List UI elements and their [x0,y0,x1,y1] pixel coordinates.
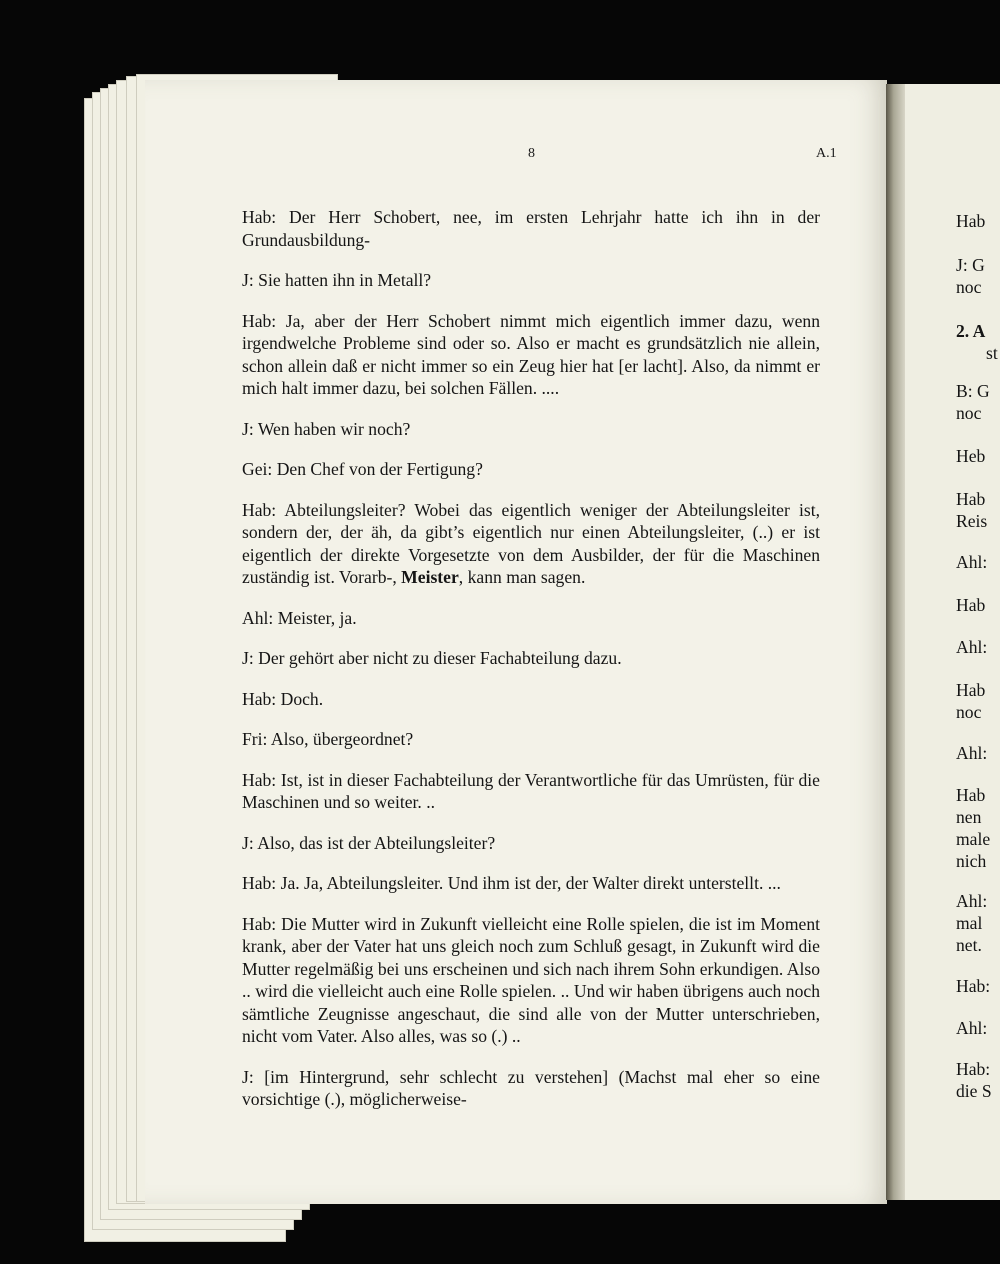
speaker-label: Hab: [242,499,277,520]
speaker-label: Hab: [242,913,277,934]
utterance: Wen haben wir noch? [257,418,411,439]
right-page-fragment: Hab [956,680,986,700]
speaker-label: J: [242,1066,254,1087]
transcript-paragraph [242,499,820,589]
right-page-fragment: net. [956,935,982,955]
right-page-fragment: Ahl: [956,891,988,911]
speaker-label: Gei: [242,459,273,479]
right-page-fragment: nich [956,851,987,871]
speaker-label: J: [242,648,254,668]
right-page-fragment: Hab [956,211,986,231]
transcript-paragraph [242,607,820,630]
speaker-label: Ahl: [242,607,274,628]
speaker-label: Hab: [242,207,277,227]
right-page-fragment: noc [956,277,982,297]
utterance: Doch. [280,688,324,709]
utterance: [im Hintergrund, sehr schlecht zu verstehen] (Machst mal eher so eine vorsichtige (.), möglicherweise- [242,1066,820,1109]
right-page-fragment: B: G [956,381,990,401]
right-page-fragment: Ahl: [956,1018,988,1038]
utterance: Abteilungsleiter? Wobei das eigentlich weniger der Abteilungsleiter ist, sondern der, der äh, da gibt’s eigentlich nur einen Abteilungsleiter, (..) er ist eigentlich der direkte Vorgesetzte von dem Ausbilder, der für die Maschinen zuständig ist. Vorarb-, [242,499,820,587]
transcript-paragraph [242,913,820,1048]
right-page-fragment: Hab: [956,1059,991,1079]
transcript-paragraph [242,269,820,292]
utterance: Also, übergeordnet? [270,729,414,749]
transcript-text [242,206,820,1129]
right-page-fragment: nen [956,807,982,827]
right-page-fragment: Reis [956,511,988,531]
transcript-paragraph [242,310,820,400]
right-page-fragment: noc [956,702,982,722]
page-number: 8 [528,146,535,161]
right-page-fragment: Hab [956,489,986,509]
right-page-fragment [956,320,1000,343]
utterance: Den Chef von der Fertigung? [276,459,483,479]
right-page-fragment: Ahl: [956,552,988,572]
speaker-label: Fri: [242,729,268,749]
speaker-label: Hab: [242,873,277,893]
right-page-fragment: J: G [956,255,985,275]
utterance: Meister, ja. [277,607,357,628]
transcript-paragraph [242,769,820,814]
utterance: Also, das ist der Abteilungsleiter? [257,832,496,853]
speaker-label: J: [242,418,254,439]
transcript-paragraph [242,872,820,895]
right-page-fragment: mal [956,913,983,933]
utterance: Die Mutter wird in Zukunft vielleicht eine Rolle spielen, die ist im Moment krank, aber der Vater hat uns gleich noch zum Schluß gesagt, in Zukunft wird die Mutter regelmäßig bei uns erscheinen und sich nach ihrem Sohn erkundigen. Also .. wird die vielleicht auch eine Rolle spielen. .. Und wir haben übrigens auch noch sämtliche Zeugnisse angeschaut, die sind alle von der Mutter unterschrieben, nicht vom Vater. Also alles, was so (.) .. [242,913,821,1046]
transcript-paragraph [242,418,820,441]
utterance: Sie hatten ihn in Metall? [258,270,432,290]
section-heading-fragment: 2. A [956,321,986,341]
transcript-paragraph [242,206,820,251]
right-page-fragment: Heb [956,446,986,466]
transcript-paragraph [242,728,820,751]
utterance: Der gehört aber nicht zu dieser Fachabteilung dazu. [258,648,622,668]
right-page-fragment: Hab [956,785,986,805]
emphasized-word: Meister [401,567,459,587]
speaker-label: Hab: [242,310,277,331]
speaker-label: J: [242,270,254,290]
right-page-fragment: noc [956,403,982,423]
transcript-paragraph [242,1066,820,1111]
transcript-paragraph [242,458,820,481]
right-page-fragment: male [956,829,991,849]
utterance: Ja, aber der Herr Schobert nimmt mich eigentlich immer dazu, wenn irgendwelche Probleme sind oder so. Also er macht es grundsätzlich nie allein, schon allein daß er nicht immer so ein Zeug hier hat [er lacht]. Also, da nimmt er mich halt immer dazu, bei solchen Fällen. .... [242,310,820,398]
transcript-paragraph [242,832,820,855]
speaker-label: Hab: [242,769,277,790]
right-page-fragment: die S [956,1081,992,1101]
speaker-label: Hab: [242,688,277,709]
utterance-continuation: , kann man sagen. [458,567,586,587]
right-page-fragment: st [986,343,998,363]
utterance: Ja. Ja, Abteilungsleiter. Und ihm ist der, der Walter direkt unterstellt. ... [280,873,781,893]
right-page-fragment: Hab [956,595,986,615]
transcript-paragraph [242,688,820,711]
transcript-paragraph [242,647,820,670]
utterance: Der Herr Schobert, nee, im ersten Lehrjahr hatte ich ihn in der Grundausbildung- [242,207,821,250]
page-reference: A.1 [816,146,837,161]
right-page-fragment: Ahl: [956,743,988,763]
speaker-label: J: [242,832,254,853]
right-page-fragment: Hab: [956,976,991,996]
right-page-fragment: Ahl: [956,637,988,657]
utterance: Ist, ist in dieser Fachabteilung der Verantwortliche für das Umrüsten, für die Maschinen und so weiter. .. [242,769,820,812]
